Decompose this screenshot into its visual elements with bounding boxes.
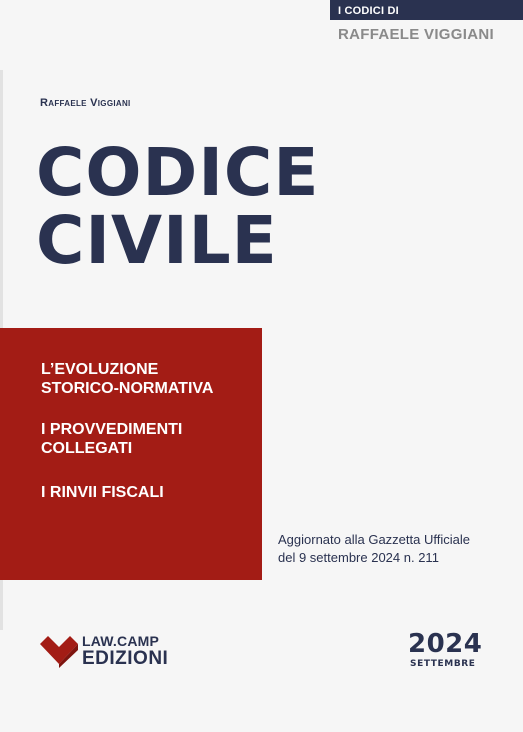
edition-month: SETTEMBRE xyxy=(410,659,476,669)
book-title-line-1: CODICE xyxy=(36,134,320,211)
author-name: Raffaele Viggiani xyxy=(40,97,131,109)
feature-item xyxy=(41,483,164,502)
feature-line: I RINVII FISCALI xyxy=(41,484,164,501)
feature-line: I PROVVEDIMENTI xyxy=(41,421,183,438)
feature-item xyxy=(41,420,182,458)
feature-item xyxy=(41,360,213,398)
feature-line: STORICO-NORMATIVA xyxy=(41,380,214,397)
update-line: del 9 settembre 2024 n. 211 xyxy=(278,550,439,565)
publisher-name: LAW.CAMP xyxy=(82,633,160,649)
chevron-heart-logo-icon xyxy=(40,634,78,668)
publisher-imprint: EDIZIONI xyxy=(82,648,169,669)
feature-line: COLLEGATI xyxy=(41,440,133,457)
update-note xyxy=(278,531,470,567)
series-label: I CODICI DI xyxy=(338,5,399,17)
series-name: RAFFAELE VIGGIANI xyxy=(338,26,494,43)
feature-line: L’EVOLUZIONE xyxy=(41,361,159,378)
book-title-line-2: CIVILE xyxy=(36,202,278,279)
edition-year: 2024 xyxy=(408,629,483,659)
update-line: Aggiornato alla Gazzetta Ufficiale xyxy=(278,532,470,547)
